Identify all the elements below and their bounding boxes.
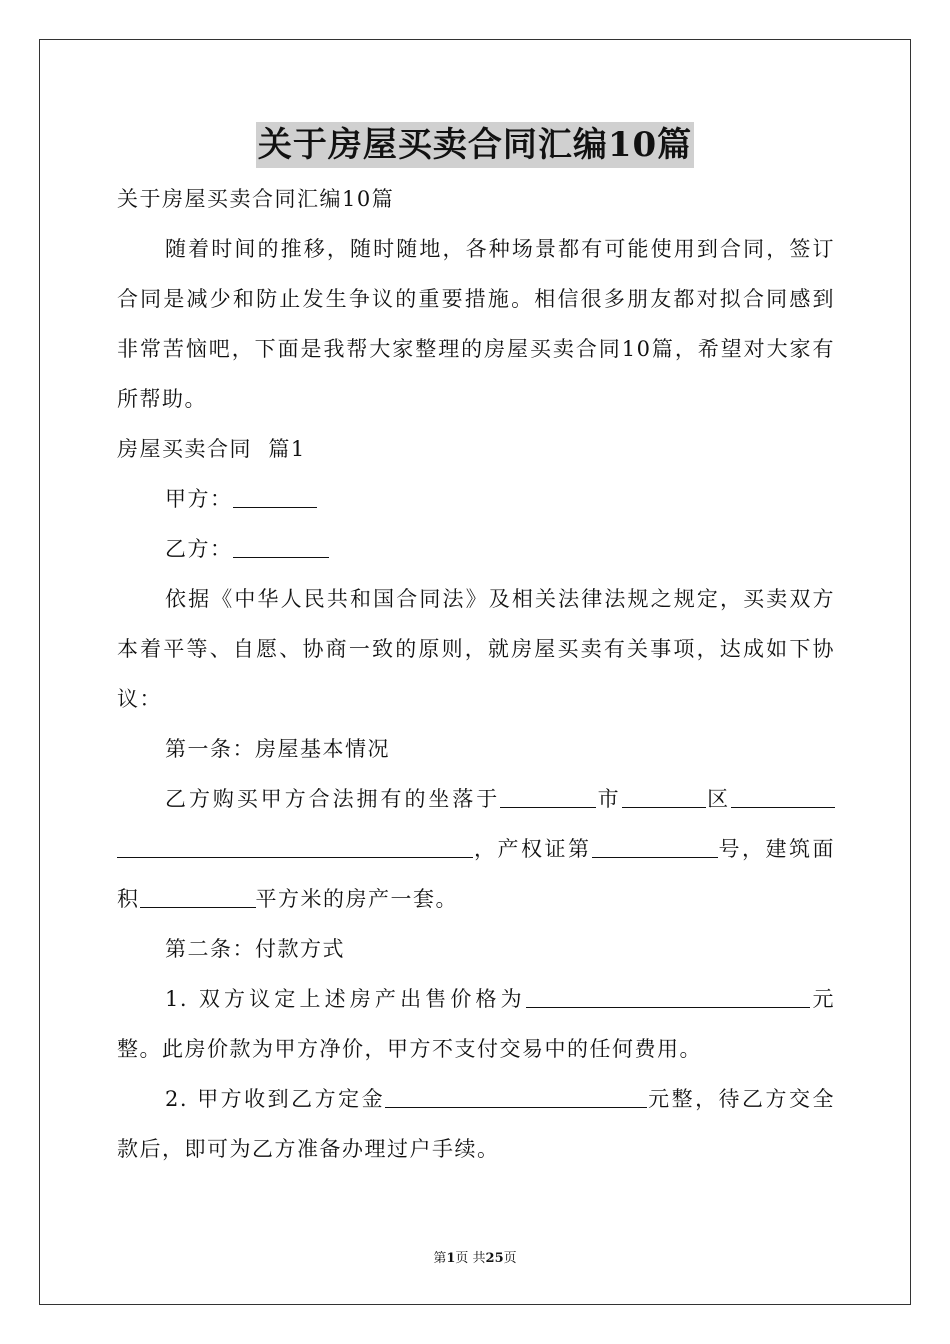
deposit-blank[interactable]	[385, 1087, 647, 1108]
city-blank[interactable]	[500, 787, 596, 808]
article1-text-4: ，产权证第	[473, 837, 592, 861]
party-a-line	[117, 474, 835, 524]
party-b-blank[interactable]	[233, 537, 329, 558]
district-blank[interactable]	[622, 787, 706, 808]
document-subtitle: 关于房屋买卖合同汇编10篇	[117, 187, 395, 211]
article1-heading: 第一条：房屋基本情况	[165, 737, 390, 761]
footer-total-pages: 25	[485, 1251, 504, 1266]
section-heading: 房屋买卖合同 篇1	[117, 437, 306, 461]
article1-text-5: 号，建筑面积	[117, 837, 835, 911]
party-a-blank[interactable]	[233, 487, 317, 508]
payment-item-2	[117, 1074, 835, 1174]
payment-item-1-text-1: 1. 双方议定上述房产出售价格为	[165, 987, 526, 1011]
area-blank[interactable]	[140, 887, 256, 908]
certificate-number-blank[interactable]	[592, 837, 718, 858]
intro-paragraph: 随着时间的推移，随时随地，各种场景都有可能使用到合同，签订合同是减少和防止发生争议的重要措施。相信很多朋友都对拟合同感到非常苦恼吧，下面是我帮大家整理的房屋买卖合同10篇，希望对大家有所帮助。	[117, 237, 835, 411]
party-b-line	[117, 524, 835, 574]
footer-page-number: 1	[446, 1251, 456, 1266]
title-container	[0, 122, 950, 168]
location-blank-2[interactable]	[117, 837, 473, 858]
footer-mid: 页 共	[455, 1251, 486, 1266]
article2-heading: 第二条：付款方式	[165, 937, 345, 961]
payment-item-1	[117, 974, 835, 1074]
article1-text-6: 平方米的房产一套。	[255, 887, 458, 911]
article1-text-1: 乙方购买甲方合法拥有的坐落于	[165, 787, 501, 811]
footer-suffix: 页	[503, 1251, 517, 1266]
party-a-label: 甲方：	[165, 487, 233, 511]
document-body	[117, 174, 835, 1174]
location-blank-1[interactable]	[731, 787, 835, 808]
payment-item-1-text-2: 元整。此房价款为甲方净价，甲方不支付交易中的任何费用。	[117, 987, 835, 1061]
document-title: 关于房屋买卖合同汇编10篇	[256, 122, 694, 168]
price-blank[interactable]	[526, 987, 810, 1008]
preamble-paragraph: 依据《中华人民共和国合同法》及相关法律法规之规定，买卖双方本着平等、自愿、协商一致的原则，就房屋买卖有关事项，达成如下协议：	[117, 587, 835, 711]
footer-prefix: 第	[433, 1251, 447, 1266]
party-b-label: 乙方：	[165, 537, 233, 561]
article1-text-2: 市	[596, 787, 622, 811]
payment-item-2-text-2: 元整，待乙方交全款后，即可为乙方准备办理过户手续。	[117, 1087, 836, 1161]
payment-item-2-text-1: 2. 甲方收到乙方定金	[165, 1087, 386, 1111]
page-footer	[0, 1247, 950, 1266]
article1-text-3: 区	[705, 787, 732, 811]
article1-paragraph	[117, 774, 835, 924]
